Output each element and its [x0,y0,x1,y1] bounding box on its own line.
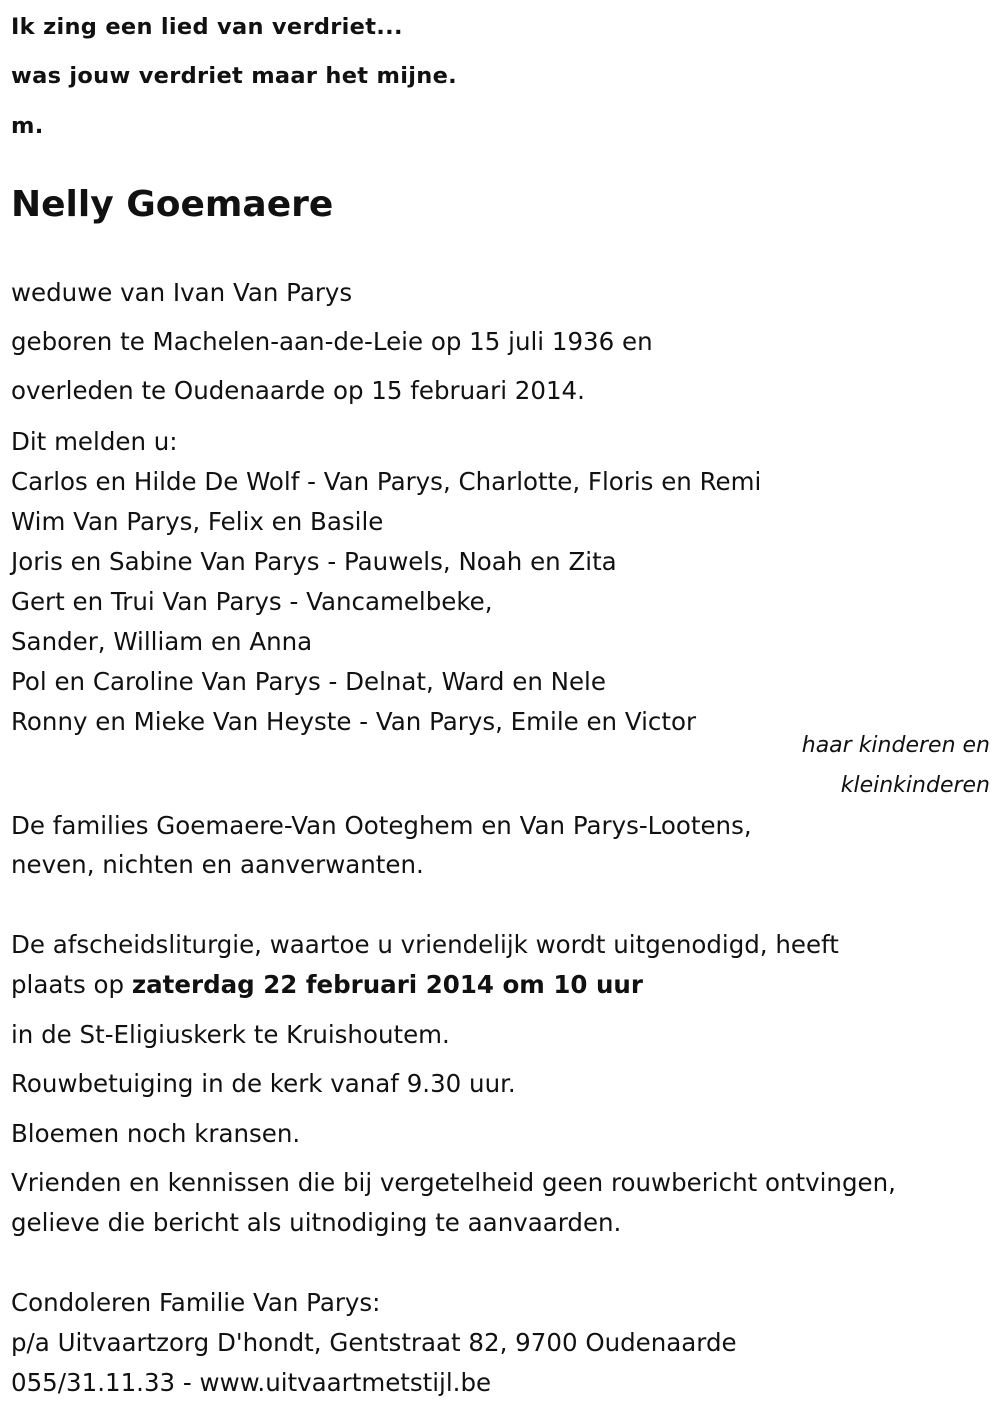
family-line: Pol en Caroline Van Parys - Delnat, Ward en Nele [11,667,606,696]
death-line: overleden te Oudenaarde op 15 februari 2014. [11,376,585,405]
family-line: Wim Van Parys, Felix en Basile [11,507,384,536]
contact-address: p/a Uitvaartzorg D'hondt, Gentstraat 82, 9700 Oudenaarde [11,1328,737,1357]
poem-line-2: was jouw verdriet maar het mijne. [11,63,457,89]
service-line-1: De afscheidsliturgie, waartoe u vriendelijk wordt uitgenodigd, heeft [11,930,839,959]
contact-heading: Condoleren Familie Van Parys: [11,1288,381,1317]
family-line: Ronny en Mieke Van Heyste - Van Parys, Emile en Victor [11,707,697,736]
deceased-name: Nelly Goemaere [11,184,334,225]
poem-signature: m. [11,113,44,139]
announcers-intro: Dit melden u: [11,427,178,456]
spouse-line: weduwe van Ivan Van Parys [11,278,353,307]
service-location: in de St-Eligiuskerk te Kruishoutem. [11,1020,450,1049]
notice-line-2: gelieve die bericht als uitnodiging te aanvaarden. [11,1208,622,1237]
poem-line-1: Ik zing een lied van verdriet... [11,14,403,40]
service-date: zaterdag 22 februari 2014 om 10 uur [131,970,643,999]
family-line: Sander, William en Anna [11,627,313,656]
contact-phone-web: 055/31.11.33 - www.uitvaartmetstijl.be [11,1368,492,1397]
notice-line-1: Vrienden en kennissen die bij vergetelheid geen rouwbericht ontvingen, [11,1168,896,1197]
service-line-2 [11,970,643,999]
relation-label-line-1: haar kinderen en [801,733,990,758]
viewing-line: Rouwbetuiging in de kerk vanaf 9.30 uur. [11,1069,516,1098]
service-line-2-prefix: plaats op [11,970,132,999]
extended-family-line-1: De families Goemaere-Van Ooteghem en Van Parys-Lootens, [11,811,752,840]
family-line: Carlos en Hilde De Wolf - Van Parys, Charlotte, Floris en Remi [11,467,762,496]
flowers-line: Bloemen noch kransen. [11,1119,301,1148]
relation-label-line-2: kleinkinderen [840,773,990,798]
extended-family-line-2: neven, nichten en aanverwanten. [11,850,424,879]
family-line: Joris en Sabine Van Parys - Pauwels, Noah en Zita [11,547,617,576]
birth-line: geboren te Machelen-aan-de-Leie op 15 juli 1936 en [11,327,653,356]
family-line: Gert en Trui Van Parys - Vancamelbeke, [11,587,493,616]
